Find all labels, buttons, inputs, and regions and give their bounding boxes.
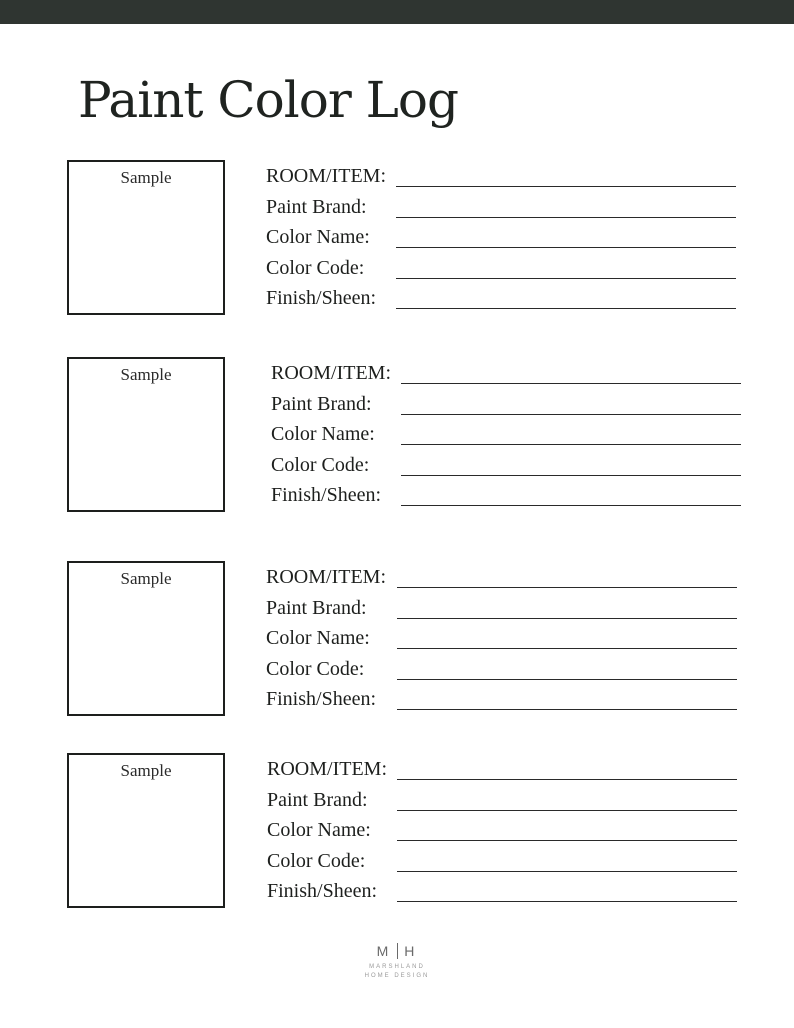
form-field-row: [271, 360, 741, 388]
write-in-line[interactable]: [401, 505, 741, 506]
field-label: Paint Brand:: [267, 788, 368, 811]
sample-swatch-box: [67, 561, 225, 716]
field-label: Color Name:: [267, 819, 371, 841]
field-label: Finish/Sheen:: [267, 880, 378, 902]
logo-monogram: [347, 943, 447, 959]
field-label: Color Name:: [271, 423, 375, 445]
paint-entry: [0, 561, 794, 721]
write-in-line[interactable]: [396, 247, 736, 248]
write-in-line[interactable]: [401, 444, 741, 445]
sample-swatch-box: [67, 160, 225, 315]
write-in-line[interactable]: [397, 618, 737, 619]
write-in-line[interactable]: [397, 901, 737, 902]
field-label: Paint Brand:: [266, 596, 367, 619]
form-field-row: [266, 194, 736, 222]
form-field-row: [266, 656, 737, 684]
field-label: ROOM/ITEM:: [271, 362, 391, 384]
logo-letter-left: M: [376, 943, 392, 959]
brand-line-2: HOME DESIGN: [364, 973, 430, 979]
form-field-row: [266, 255, 736, 283]
field-label: Finish/Sheen:: [271, 484, 382, 506]
write-in-line[interactable]: [397, 709, 737, 710]
form-field-row: [266, 686, 737, 714]
field-label: Color Code:: [266, 256, 365, 279]
sample-label: Sample: [120, 569, 172, 588]
sample-swatch-box: [67, 357, 225, 512]
write-in-line[interactable]: [401, 414, 741, 415]
paint-entry: [0, 753, 794, 913]
field-label: Color Code:: [271, 453, 370, 476]
form-field-row: [271, 482, 741, 510]
field-label: Paint Brand:: [266, 195, 367, 218]
field-label: Finish/Sheen:: [266, 287, 377, 309]
field-label: Color Code:: [266, 657, 365, 680]
write-in-line[interactable]: [396, 278, 736, 279]
form-field-row: [266, 224, 736, 252]
logo-letter-right: H: [404, 943, 418, 959]
form-field-row: [271, 421, 741, 449]
field-label: ROOM/ITEM:: [266, 566, 386, 588]
sample-label: Sample: [120, 168, 172, 187]
form-field-row: [266, 595, 737, 623]
write-in-line[interactable]: [396, 186, 736, 187]
field-label: Color Name:: [266, 627, 370, 649]
form-field-row: [267, 817, 737, 845]
write-in-line[interactable]: [397, 871, 737, 872]
sample-label: Sample: [120, 365, 172, 384]
logo-divider: [397, 943, 398, 959]
write-in-line[interactable]: [397, 587, 737, 588]
form-field-row: [267, 787, 737, 815]
brand-line-1: MARSHLAND: [369, 964, 425, 970]
form-field-row: [271, 391, 741, 419]
write-in-line[interactable]: [401, 475, 741, 476]
write-in-line[interactable]: [397, 679, 737, 680]
form-field-row: [266, 564, 737, 592]
field-label: Paint Brand:: [271, 392, 372, 415]
form-field-row: [267, 756, 737, 784]
write-in-line[interactable]: [397, 779, 737, 780]
form-field-row: [267, 848, 737, 876]
top-banner: [0, 0, 794, 24]
sample-label: Sample: [120, 761, 172, 780]
form-field-row: [267, 878, 737, 906]
write-in-line[interactable]: [397, 810, 737, 811]
form-field-row: [266, 285, 736, 313]
brand-logo: [347, 943, 447, 981]
write-in-line[interactable]: [397, 648, 737, 649]
page-title: Paint Color Log: [78, 71, 458, 129]
field-label: ROOM/ITEM:: [267, 758, 387, 780]
form-field-row: [266, 163, 736, 191]
write-in-line[interactable]: [401, 383, 741, 384]
write-in-line[interactable]: [396, 217, 736, 218]
write-in-line[interactable]: [397, 840, 737, 841]
field-label: Color Code:: [267, 849, 366, 872]
sample-swatch-box: [67, 753, 225, 908]
form-field-row: [271, 452, 741, 480]
write-in-line[interactable]: [396, 308, 736, 309]
field-label: Finish/Sheen:: [266, 688, 377, 710]
field-label: Color Name:: [266, 226, 370, 248]
paint-entry: [0, 160, 794, 320]
paint-entry: [0, 357, 794, 517]
form-field-row: [266, 625, 737, 653]
field-label: ROOM/ITEM:: [266, 165, 386, 187]
